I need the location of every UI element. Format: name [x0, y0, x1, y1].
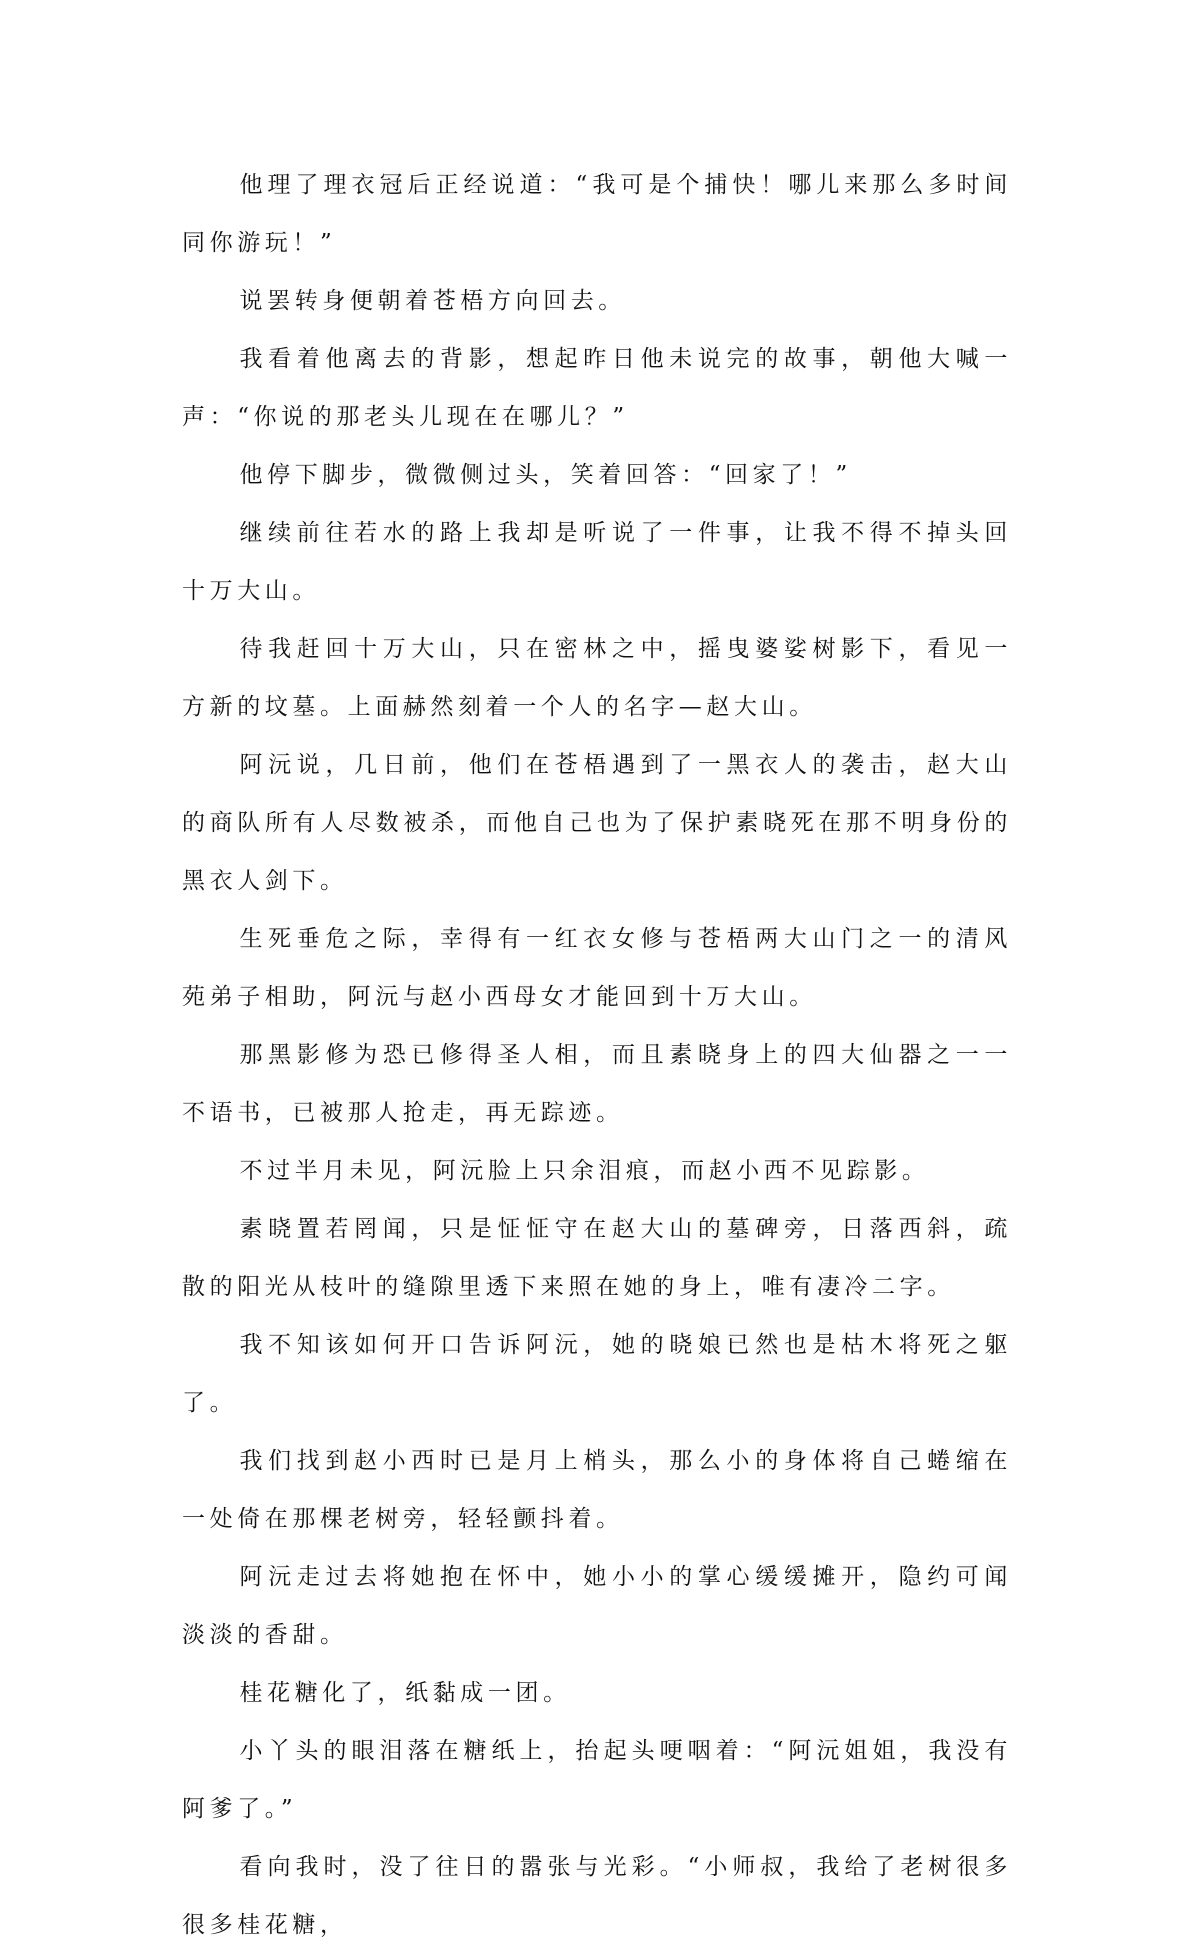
paragraph: 那黑影修为恐已修得圣人相，而且素晓身上的四大仙器之一一不语书，已被那人抢走，再无踪迹。 [182, 1042, 1012, 1126]
paragraph: 看向我时，没了往日的嚣张与光彩。“小师叔，我给了老树很多很多桂花糖， [182, 1854, 1012, 1938]
paragraph: 不过半月未见，阿沅脸上只余泪痕，而赵小西不见踪影。 [239, 1158, 930, 1184]
paragraph: 小丫头的眼泪落在糖纸上，抬起头哽咽着：“阿沅姐姐，我没有阿爹了。” [182, 1738, 1012, 1822]
paragraph: 阿沅说，几日前，他们在苍梧遇到了一黑衣人的袭击，赵大山的商队所有人尽数被杀，而他自己也为了保护素晓死在那不明身份的黑衣人剑下。 [182, 752, 1012, 894]
paragraph: 他停下脚步，微微侧过头，笑着回答：“回家了！” [239, 462, 852, 488]
paragraph: 他理了理衣冠后正经说道：“我可是个捕快！哪儿来那么多时间同你游玩！” [182, 172, 1012, 256]
paragraph: 待我赶回十万大山，只在密林之中，摇曳婆娑树影下，看见一方新的坟墓。上面赫然刻着一个人的名字—赵大山。 [182, 636, 1012, 720]
paragraph: 继续前往若水的路上我却是听说了一件事，让我不得不掉头回十万大山。 [182, 520, 1012, 604]
paragraph: 我们找到赵小西时已是月上梢头，那么小的身体将自己蜷缩在一处倚在那棵老树旁，轻轻颤抖着。 [182, 1448, 1012, 1532]
paragraph: 我不知该如何开口告诉阿沅，她的晓娘已然也是枯木将死之躯了。 [182, 1332, 1012, 1416]
paragraph: 生死垂危之际，幸得有一红衣女修与苍梧两大山门之一的清风苑弟子相助，阿沅与赵小西母女才能回到十万大山。 [182, 926, 1012, 1010]
paragraph: 阿沅走过去将她抱在怀中，她小小的掌心缓缓摊开，隐约可闻淡淡的香甜。 [182, 1564, 1012, 1648]
paragraph: 素晓置若罔闻，只是怔怔守在赵大山的墓碑旁，日落西斜，疏散的阳光从枝叶的缝隙里透下来照在她的身上，唯有凄冷二字。 [182, 1216, 1012, 1300]
paragraph: 我看着他离去的背影，想起昨日他未说完的故事，朝他大喊一声：“你说的那老头儿现在在哪儿？” [182, 346, 1012, 430]
document-body [182, 156, 1012, 1954]
paragraph: 桂花糖化了，纸黏成一团。 [239, 1680, 571, 1706]
paragraph: 说罢转身便朝着苍梧方向回去。 [239, 288, 626, 314]
